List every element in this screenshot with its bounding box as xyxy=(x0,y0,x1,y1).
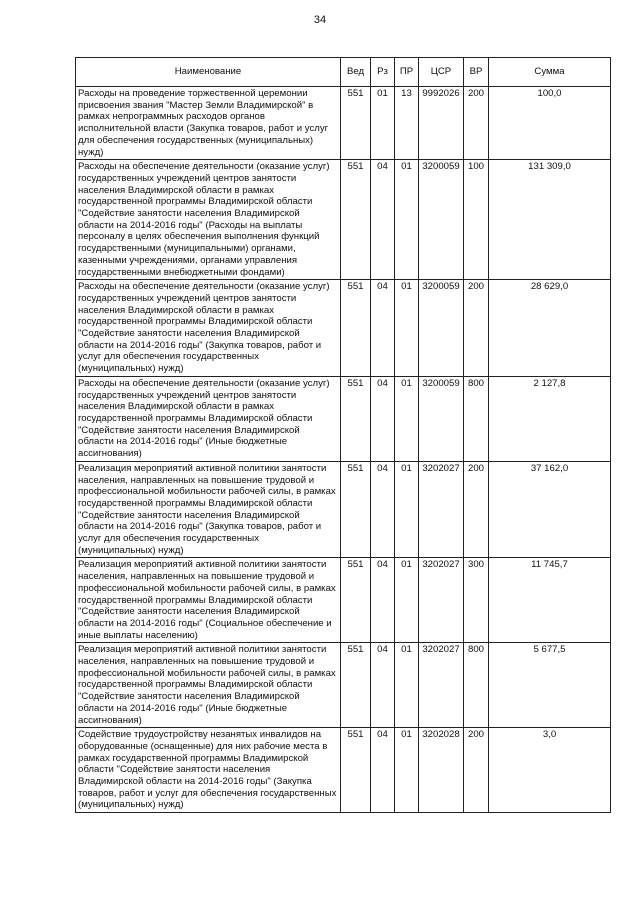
header-vr: ВР xyxy=(464,58,489,87)
row-rz: 04 xyxy=(371,376,395,461)
row-ved: 551 xyxy=(341,160,371,280)
row-rz: 04 xyxy=(371,160,395,280)
table-row xyxy=(76,280,611,377)
row-pr: 01 xyxy=(395,558,419,643)
row-sum: 2 127,8 xyxy=(489,376,611,461)
header-name: Наименование xyxy=(76,58,341,87)
table-header-row xyxy=(76,58,611,87)
header-csr: ЦСР xyxy=(419,58,464,87)
row-rz: 04 xyxy=(371,728,395,813)
row-name: Расходы на обеспечение деятельности (оказание услуг) государственных учреждений центров занятости населения Владимирской области в рамках государственной программы Владимирской области "Содействие занятости населения Владимирской области на 2014-2016 годы" (Иные бюджетные ассигнования) xyxy=(76,376,341,461)
row-sum: 37 162,0 xyxy=(489,461,611,558)
row-pr: 01 xyxy=(395,376,419,461)
row-ved: 551 xyxy=(341,280,371,377)
row-rz: 04 xyxy=(371,280,395,377)
row-vr: 200 xyxy=(464,280,489,377)
table-row xyxy=(76,87,611,160)
row-sum: 11 745,7 xyxy=(489,558,611,643)
row-name: Расходы на обеспечение деятельности (оказание услуг) государственных учреждений центров занятости населения Владимирской области в рамках государственной программы Владимирской области "Содействие занятости населения Владимирской области на 2014-2016 годы" (Расходы на выплаты персоналу в целях обеспечения выполнения функций государственными (муниципальными) органами, казенными учреждениями, органами управления государственными внебюджетными фондами) xyxy=(76,160,341,280)
row-csr: 3202027 xyxy=(419,461,464,558)
table-row xyxy=(76,461,611,558)
header-ved: Вед xyxy=(341,58,371,87)
row-pr: 01 xyxy=(395,643,419,728)
row-ved: 551 xyxy=(341,728,371,813)
row-ved: 551 xyxy=(341,87,371,160)
header-rz: Рз xyxy=(371,58,395,87)
page-number: 34 xyxy=(313,14,327,26)
row-name: Реализация мероприятий активной политики занятости населения, направленных на повышение трудовой и профессиональной мобильности рабочей силы, в рамках государственной программы Владимирской области "Содействие занятости населения Владимирской области на 2014-2016 годы" (Социальное обеспечение и иные выплаты населению) xyxy=(76,558,341,643)
row-csr: 3202027 xyxy=(419,558,464,643)
row-vr: 800 xyxy=(464,643,489,728)
row-name: Расходы на проведение торжественной церемонии присвоения звания "Мастер Земли Владимирской" в рамках непрограммных расходов органов исполнительной власти (Закупка товаров, работ и услуг для обеспечения государственных (муниципальных) нужд) xyxy=(76,87,341,160)
row-vr: 300 xyxy=(464,558,489,643)
row-pr: 01 xyxy=(395,280,419,377)
row-rz: 04 xyxy=(371,643,395,728)
header-sum: Сумма xyxy=(489,58,611,87)
row-sum: 28 629,0 xyxy=(489,280,611,377)
row-sum: 3,0 xyxy=(489,728,611,813)
row-csr: 9992026 xyxy=(419,87,464,160)
row-ved: 551 xyxy=(341,461,371,558)
row-csr: 3200059 xyxy=(419,280,464,377)
row-pr: 01 xyxy=(395,728,419,813)
table-row xyxy=(76,160,611,280)
table-row xyxy=(76,728,611,813)
row-csr: 3202027 xyxy=(419,643,464,728)
row-pr: 01 xyxy=(395,160,419,280)
row-name: Содействие трудоустройству незанятых инвалидов на оборудованные (оснащенные) для них рабочие места в рамках государственной программы Владимирской области "Содействие занятости населения Владимирской области на 2014-2016 годы" (Закупка товаров, работ и услуг для обеспечения государственных (муниципальных) нужд) xyxy=(76,728,341,813)
row-csr: 3200059 xyxy=(419,376,464,461)
row-csr: 3202028 xyxy=(419,728,464,813)
row-vr: 800 xyxy=(464,376,489,461)
budget-table xyxy=(75,57,611,813)
row-ved: 551 xyxy=(341,376,371,461)
header-pr: ПР xyxy=(395,58,419,87)
table-row xyxy=(76,376,611,461)
row-rz: 04 xyxy=(371,558,395,643)
table-row xyxy=(76,643,611,728)
row-rz: 01 xyxy=(371,87,395,160)
row-pr: 13 xyxy=(395,87,419,160)
row-sum: 131 309,0 xyxy=(489,160,611,280)
row-sum: 5 677,5 xyxy=(489,643,611,728)
row-rz: 04 xyxy=(371,461,395,558)
row-vr: 100 xyxy=(464,160,489,280)
row-pr: 01 xyxy=(395,461,419,558)
table-row xyxy=(76,558,611,643)
row-name: Расходы на обеспечение деятельности (оказание услуг) государственных учреждений центров занятости населения Владимирской области в рамках государственной программы Владимирской области "Содействие занятости населения Владимирской области на 2014-2016 годы" (Закупка товаров, работ и услуг для обеспечения государственных (муниципальных) нужд) xyxy=(76,280,341,377)
row-ved: 551 xyxy=(341,558,371,643)
row-ved: 551 xyxy=(341,643,371,728)
row-name: Реализация мероприятий активной политики занятости населения, направленных на повышение трудовой и профессиональной мобильности рабочей силы, в рамках государственной программы Владимирской области "Содействие занятости населения Владимирской области на 2014-2016 годы" (Закупка товаров, работ и услуг для обеспечения государственных (муниципальных) нужд) xyxy=(76,461,341,558)
row-name: Реализация мероприятий активной политики занятости населения, направленных на повышение трудовой и профессиональной мобильности рабочей силы, в рамках государственной программы Владимирской области "Содействие занятости населения Владимирской области на 2014-2016 годы" (Иные бюджетные ассигнования) xyxy=(76,643,341,728)
row-csr: 3200059 xyxy=(419,160,464,280)
row-vr: 200 xyxy=(464,728,489,813)
row-sum: 100,0 xyxy=(489,87,611,160)
row-vr: 200 xyxy=(464,461,489,558)
row-vr: 200 xyxy=(464,87,489,160)
